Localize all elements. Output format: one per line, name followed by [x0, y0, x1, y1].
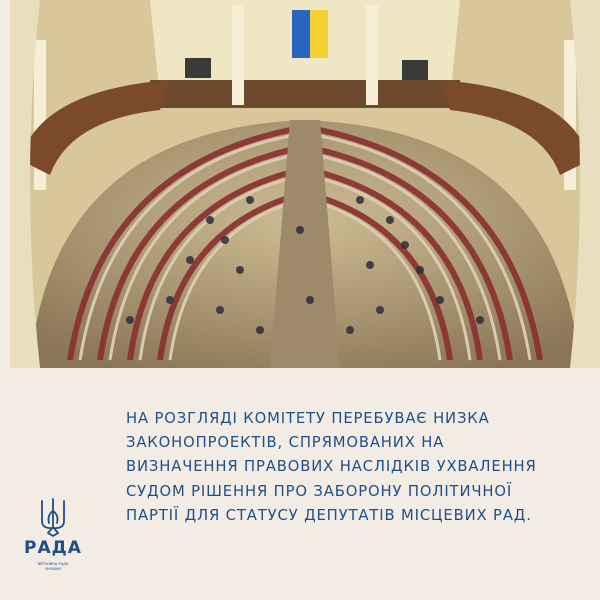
logo-subtitle: ВЕРХОВНА РАДА УКРАЇНИ — [37, 562, 69, 571]
verkhovna-rada-logo — [20, 497, 86, 587]
announcement-text: НА РОЗГЛЯДІ КОМІТЕТУ ПЕРЕБУВАЄ НИЗКА ЗАКОНОПРОЕКТІВ, СПРЯМОВАНИХ НА ВИЗНАЧЕННЯ ПРАВОВИХ НАСЛІДКІВ УХВАЛЕННЯ СУДОМ РІШЕННЯ ПРО ЗАБОРОНУ ПОЛІТИЧНОЇ ПАРТІЇ ДЛЯ СТАТУСУ ДЕПУТАТІВ МІСЦЕВИХ РАД. — [126, 410, 537, 524]
trident-icon — [38, 497, 68, 537]
logo-wordmark: РАДА — [24, 538, 82, 558]
parliament-hall-photo — [10, 0, 600, 368]
